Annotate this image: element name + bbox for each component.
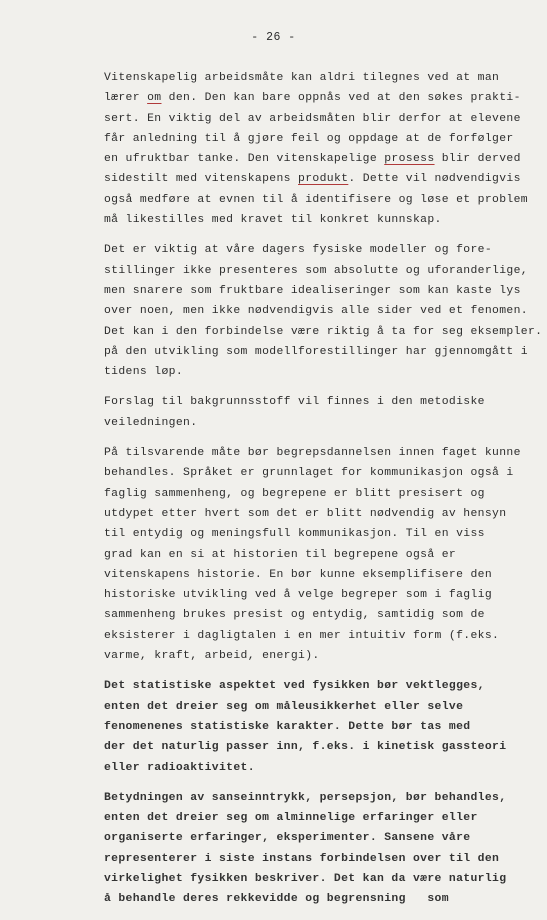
text-segment: eller radioaktivitet. [104, 761, 255, 774]
text-line [104, 484, 540, 504]
text-line [104, 545, 540, 565]
paragraph [104, 676, 540, 777]
text-line [104, 362, 540, 382]
text-segment: lærer [104, 92, 148, 105]
text-segment: enten det dreier seg om alminnelige erfaringer eller [104, 812, 478, 825]
text-segment: eksisterer i dagligtalen i en mer intuitiv form (f.eks. [104, 629, 500, 642]
text-line [104, 676, 540, 696]
paragraph [104, 68, 540, 230]
underlined-word: prosess [384, 153, 435, 166]
text-line [104, 281, 540, 301]
text-line [104, 504, 540, 524]
text-line [104, 828, 540, 848]
text-segment: må likestilles med kravet til konkret kunnskap. [104, 214, 442, 227]
text-segment: historiske utvikling ved å velge begreper som i faglig [104, 589, 493, 602]
text-line [104, 585, 540, 605]
text-line [104, 68, 540, 88]
text-line [104, 392, 540, 412]
text-segment: Betydningen av sanseinntrykk, persepsjon, bør behandles, [104, 791, 507, 804]
text-line [104, 413, 540, 433]
text-segment: Det kan i den forbindelse være riktig å ta for seg eksempler. [104, 325, 543, 338]
text-line [104, 737, 540, 757]
text-line [104, 240, 540, 260]
text-line [104, 524, 540, 544]
text-line [104, 301, 540, 321]
text-segment: vitenskapens historie. En bør kunne eksemplifisere den [104, 568, 493, 581]
text-segment: Vitenskapelig arbeidsmåte kan aldri tilegnes ved at man [104, 72, 500, 84]
text-segment: Det statistiske aspektet ved fysikken bør vektlegges, [104, 680, 485, 693]
text-line [104, 443, 540, 463]
text-segment: varme, kraft, arbeid, energi). [104, 650, 320, 663]
page-body [104, 68, 543, 920]
text-line [104, 129, 540, 149]
text-line [104, 261, 540, 281]
page-number: - 26 - [251, 31, 296, 44]
text-segment: faglig sammenheng, og begrepene er blitt presisert og [104, 487, 485, 500]
text-line [104, 210, 540, 230]
text-segment: enten det dreier seg om måleusikkerhet eller selve [104, 700, 464, 713]
paragraph [104, 788, 540, 910]
text-segment: virkelighet fysikken beskriver. Det kan da være naturlig [104, 872, 507, 885]
text-line [104, 565, 540, 585]
text-line [104, 646, 540, 666]
text-line [104, 322, 543, 342]
text-segment: sammenheng brukes presist og entydig, samtidig som de [104, 609, 485, 622]
text-segment: på den utvikling som modellforestillinger har gjennomgått i [104, 345, 528, 358]
text-segment: fenomenenes statistiske karakter. Dette bør tas med [104, 720, 471, 733]
text-segment: en ufruktbar tanke. Den vitenskapelige [104, 153, 385, 166]
text-segment: også medføre at evnen til å identifisere og løse et problem [104, 193, 528, 206]
text-line [104, 697, 540, 717]
text-line [104, 808, 540, 828]
text-segment: veiledningen. [104, 416, 198, 429]
text-line [104, 889, 540, 909]
text-line [104, 169, 540, 189]
text-segment: men snarere som fruktbare idealiseringer som kan kaste lys [104, 284, 521, 297]
text-segment: behandles. Språket er grunnlaget for kommunikasjon også i [104, 467, 514, 480]
text-segment: Det er viktig at våre dagers fysiske modeller og fore- [104, 244, 493, 257]
text-segment: stillinger ikke presenteres som absolutte og uforanderlige, [104, 264, 528, 277]
text-segment: organiserte erfaringer, eksperimenter. Sansene våre [104, 832, 471, 845]
text-line [104, 109, 540, 129]
paragraph [104, 443, 540, 666]
text-segment: sidestilt med vitenskapens [104, 173, 299, 186]
text-line [104, 849, 540, 869]
paragraph [104, 392, 540, 433]
text-line [104, 626, 540, 646]
text-segment: sert. En viktig del av arbeidsmåten blir derfor at elevene [104, 112, 521, 125]
text-line [104, 788, 540, 808]
text-line [104, 190, 540, 210]
text-segment: utdypet etter hvert som det er blitt nødvendig av hensyn [104, 507, 507, 520]
text-line [104, 149, 540, 169]
text-segment: . Dette vil nødvendigvis [348, 173, 521, 186]
text-line [104, 88, 540, 108]
text-segment: grad kan en si at historien til begrepene også er [104, 548, 457, 561]
text-line [104, 869, 540, 889]
paragraph [104, 240, 543, 382]
text-segment: til entydig og meningsfull kommunikasjon. Til en viss [104, 528, 485, 541]
text-segment: representerer i siste instans forbindelsen over til den [104, 852, 500, 865]
text-line [104, 605, 540, 625]
text-segment: tidens løp. [104, 366, 184, 379]
underlined-word: om [147, 92, 162, 105]
text-segment: der det naturlig passer inn, f.eks. i kinetisk gassteori [104, 741, 507, 754]
underlined-word: produkt [298, 173, 349, 186]
text-segment: blir derved [434, 153, 521, 166]
text-line [104, 758, 540, 778]
text-segment: På tilsvarende måte bør begrepsdannelsen innen faget kunne [104, 447, 521, 460]
text-segment: den. Den kan bare oppnås ved at den søkes prakti- [161, 92, 521, 105]
text-segment: over noen, men ikke nødvendigvis alle sider ved et fenomen. [104, 305, 528, 318]
text-line [104, 463, 540, 483]
text-line [104, 342, 540, 362]
text-segment: får anledning til å gjøre feil og oppdage at de forfølger [104, 132, 514, 145]
text-segment: å behandle deres rekkevidde og begrensning som [104, 893, 449, 906]
text-line [104, 717, 540, 737]
text-segment: Forslag til bakgrunnsstoff vil finnes i den metodiske [104, 396, 485, 409]
